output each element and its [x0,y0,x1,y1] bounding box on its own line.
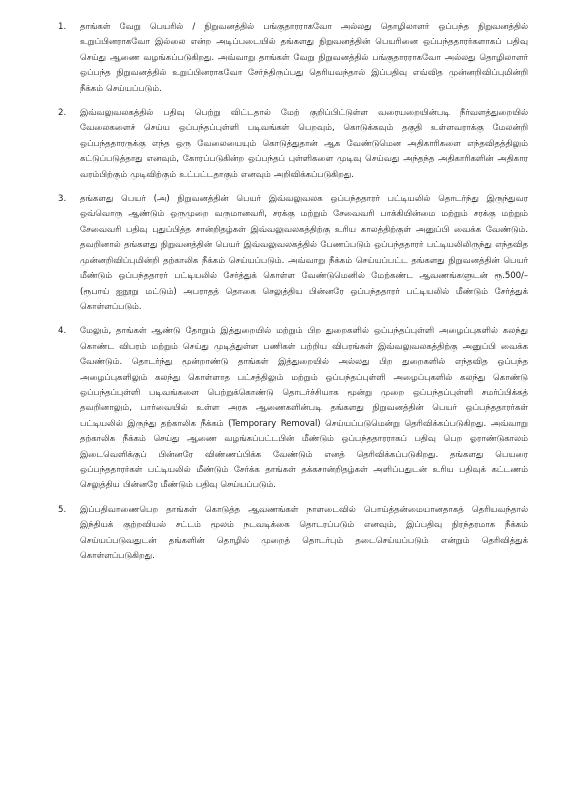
clause-4 [58,324,528,493]
clause-1 [58,20,528,97]
clause-text: மேலும், தாங்கள் ஆண்டு தோறும் இத்துறையில் மற்றும் பிற துறைகளில் ஒப்பந்தப்புள்ளி அழைப்புகளில் கலந்து கொண்ட விபரம் மற்றும் செய்து முடித்துள்ள பணிகள் பற்றிய விபரங்கள் இவ்வலுவலகத்திற்கு அனுப்பி வைக்க வேண்டும். தொடர்ந்து மூன்றாண்டு தாங்கள் இத்துறையில் அல்லது பிற துறைகளில் எந்தவித ஒப்பந்த அழைப்புகளிலும் கலந்து கொள்ளாத பட்சத்திலும் மற்றும் ஒப்பந்தப்புள்ளி அழைப்புகளில் கலந்து கொண்டு ஒப்பந்தப்புள்ளி படிவங்களை பெற்றுக்கொண்டு தொடர்ச்சியாக மூன்று முறை ஒப்பந்தப்புள்ளி சமர்ப்பிக்கத் தவறினாலும், பார்வையில் உள்ள அரசு ஆணைகளின்படி தங்களது நிறுவனத்தின் பெயர் ஒப்பந்ததாரர்கள் பட்டியலில் இருந்து தற்காலிக நீக்கம் (Temporary Removal) செய்யப்படுமென்று தெரிவிக்கப்படுகிறது. அவ்வாறு தற்காலிக நீக்கம் செய்து ஆணை வழங்கப்பட்டபின் மீண்டும் ஒப்பந்ததாரராகப் பதிவு பெற ஓராண்டுகாலம் இடைவெளிக்குப் பின்னரே விண்ணப்பிக்க வேண்டும் எனத் தெரிவிக்கப்படுகிறது. தங்களது பெயரை ஒப்பந்ததாரர்கள் பட்டியலில் மீண்டும் சேர்க்க தாங்கள் தக்கசான்றிதழ்கள் அளிப்பதுடன் உரிய பதிவுக் கட்டணம் செலுத்திய பின்னரே மீண்டும் பதிவு செய்யப்படும். [80,326,528,491]
clause-text: இவ்வலுவலகத்தில் பதிவு பெற்று விட்டதால் மேற் குறிப்பிட்டுள்ள வரையறையின்படி நீர்வளத்துறையில் வேலைகளைச் செய்ய ஒப்பந்தப்புள்ளி படிவங்கள் பெறவும், கொடுக்கவும் தகுதி உள்ளவராக்கு மேலன்றி ஒப்பந்ததாரருக்கு எந்த ஒரு வேலையையும் கொடுத்துதான் ஆக வேண்டுமென அதிகாரிகளை எந்தவிதத்திலும் கட்டுப்படுத்தாது எனவும், கோரப்படுகின்ற ஒப்பந்தப் புள்ளிகளை முடிவு செய்வது அந்தந்த அதிகாரிகளின் அதிகார வரம்பிற்கும் முடிவிற்கும் உட்பட்டதாகும் எனவும் அறிவிக்கப்படுகிறது. [80,108,528,180]
clause-number: 3. [58,194,67,205]
clause-text: தாங்கள் வேறு பெயரில் / நிறுவனத்தில் பங்குதாரராகவோ அல்லது தொழிலாளர் ஒப்பந்த நிறுவனத்தில் உறுப்பினராகவோ இல்லை என்ற அடிப்படையில் தங்களது நிறுவனத்தின் பெயரினை ஒப்பந்ததாரர்களாகப் பதிவு செய்து ஆணை வழங்கப்படுகிறது. அவ்வாறு தாங்கள் வேறு நிறுவனத்தில் பங்குதாரராகவோ அல்லது தொழிலாளர் ஒப்பந்த நிறுவனத்தில் உறுப்பினராகவோ சேர்ந்திருப்பது தெரியவந்தால் இப்பதிவு எவ்வித முன்னறிவிப்புமின்றி நீக்கம் செய்யப்படும். [80,22,528,94]
clause-5 [58,503,528,565]
clause-3 [58,192,528,315]
clause-number: 4. [58,326,67,337]
clause-text: தங்களது பெயர் (அ) நிறுவனத்தின் பெயர் இவ்வலுவலக ஒப்பந்ததாரர் பட்டியலில் தொடர்ந்து இருந்துவர ஒவ்வொரு ஆண்டும் ஒருமுறை வருமானவரி, சரக்கு மற்றும் சேவைவரி பாக்கியின்மை மற்றும் சரக்கு மற்றும் சேவைவரி பதிவு புதுப்பித்த சான்றிதழ்கள் இவ்வலுவலகத்திற்கு உரிய காலத்திற்குள் அனுப்பி வைக்க வேண்டும். தவறினால் தங்களது நிறுவனத்தின் பெயர் இவ்வலுவலகத்தில் பேணப்படும் ஒப்பந்ததாரர் பட்டியலிலிருந்து எந்தவித முன்னறிவிப்புமின்றி தற்காலிக நீக்கம் செய்யப்படும். அவ்வாறு நீக்கம் செய்யப்பட்ட தங்களது நிறுவனத்தின் பெயர் மீண்டும் ஒப்பந்ததாரர் பட்டியலில் சேர்த்துக் கொள்ள வேண்டுமெனில் மேற்கண்ட ஆவணங்களுடன் ரூ.500/– (ரூபாய் ஐநூறு மட்டும்) அபராதத் தொகை செலுத்திய பின்னரே ஒப்பந்ததாரர் பட்டியலில் மீண்டும் சேர்த்துக் கொள்ளப்படும். [80,194,528,312]
clause-number: 1. [58,22,67,32]
clause-text: இப்பதிவாணைபெற தாங்கள் கொடுத்த ஆவணங்கள் நாளடைவில் பொய்த்தன்மையானதாகத் தெரியவந்தால் இந்தியக் குற்றவியல் சட்டம் மூலம் நடவடிக்கை தொடரப்படும் எனவும், இப்பதிவு நிரந்தரமாக நீக்கம் செய்யப்படுவதுடன் தங்களின் தொழில் முறைத் தொடர்பும் தடைசெய்யப்படும் என்றும் தெரிவித்துக் கொள்ளப்படுகிறது. [80,504,528,561]
clause-number: 5. [58,504,67,515]
clause-2 [58,106,528,183]
clause-number: 2. [58,108,67,119]
